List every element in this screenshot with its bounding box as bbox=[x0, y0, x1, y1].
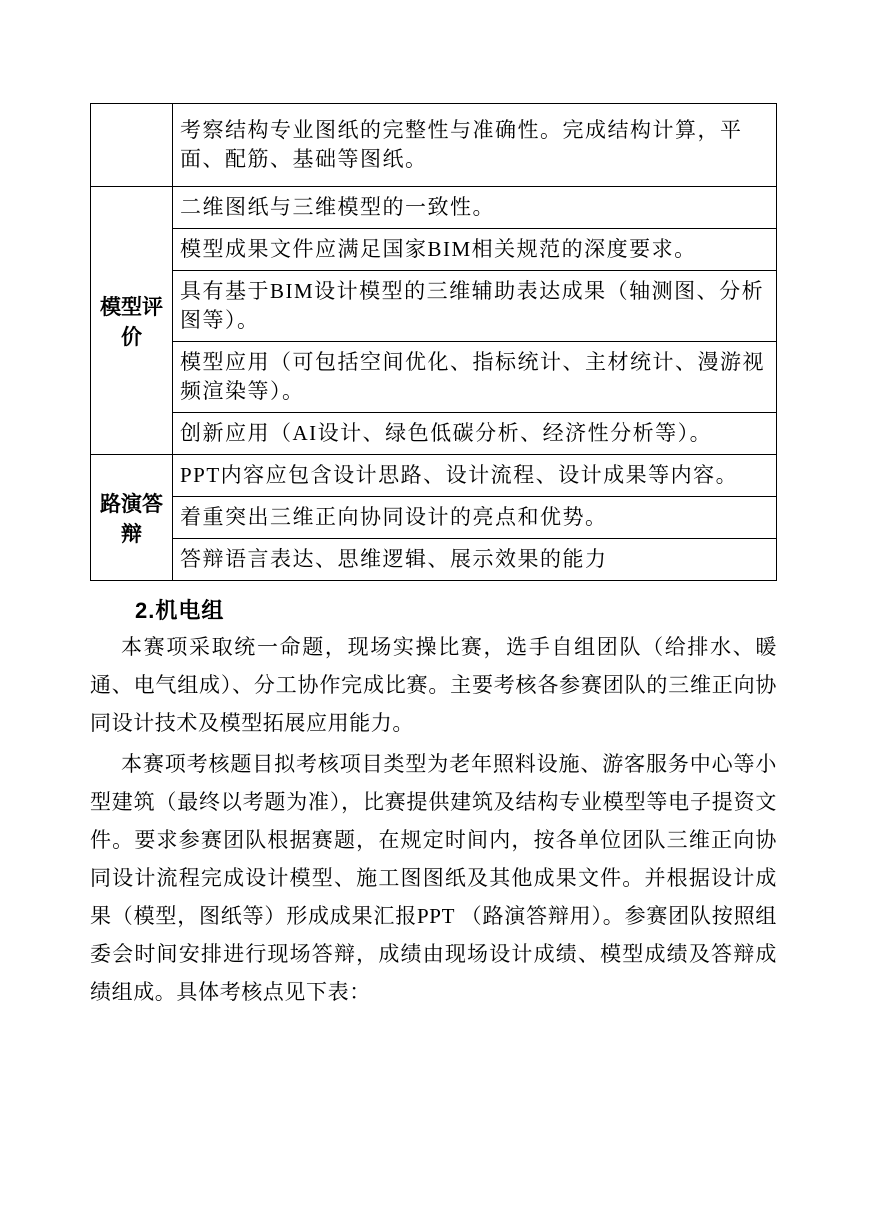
table-row bbox=[91, 497, 777, 539]
criterion-innovative-application: 创新应用（AI设计、绿色低碳分析、经济性分析等）。 bbox=[173, 413, 777, 455]
table-row bbox=[91, 187, 777, 229]
paragraph-competition-format: 本赛项采取统一命题，现场实操比赛，选手自组团队（给排水、暖通、电气组成）、分工协作完成比赛。主要考核各参赛团队的三维正向协同设计技术及模型拓展应用能力。 bbox=[90, 635, 777, 735]
criterion-model-application: 模型应用（可包括空间优化、指标统计、主材统计、漫游视频渲染等）。 bbox=[173, 342, 777, 413]
table-row bbox=[91, 229, 777, 271]
criterion-highlight-collaboration: 着重突出三维正向协同设计的亮点和优势。 bbox=[173, 497, 777, 539]
evaluation-criteria-table bbox=[90, 103, 777, 581]
table-row bbox=[91, 413, 777, 455]
category-cell-roadshow-defense: 路演答辩 bbox=[91, 455, 173, 581]
criterion-ppt-content: PPT内容应包含设计思路、设计流程、设计成果等内容。 bbox=[173, 455, 777, 497]
criterion-defense-expression: 答辩语言表达、思维逻辑、展示效果的能力 bbox=[173, 539, 777, 581]
criterion-bim-standard-depth: 模型成果文件应满足国家BIM相关规范的深度要求。 bbox=[173, 229, 777, 271]
table-row bbox=[91, 539, 777, 581]
page-content bbox=[90, 103, 777, 1011]
table-row bbox=[91, 342, 777, 413]
table-row bbox=[91, 455, 777, 497]
criterion-structure-drawings: 考察结构专业图纸的完整性与准确性。完成结构计算，平面、配筋、基础等图纸。 bbox=[173, 104, 777, 187]
table-row bbox=[91, 271, 777, 342]
paragraph-assessment-topic: 本赛项考核题目拟考核项目类型为老年照料设施、游客服务中心等小型建筑（最终以考题为准），比赛提供建筑及结构专业模型等电子提资文件。要求参赛团队根据赛题，在规定时间内，按各单位团队三维正向协同设计流程完成设计模型、施工图图纸及其他成果文件。并根据设计成果（模型，图纸等）形成成果汇报PPT （路演答辩用）。参赛团队按照组委会时间安排进行现场答辩，成绩由现场设计成绩、模型成绩及答辩成绩组成。具体考核点见下表： bbox=[90, 752, 777, 1004]
section-heading-mechanical-electrical-group: 2.机电组 bbox=[135, 598, 225, 623]
category-cell-empty bbox=[91, 104, 173, 187]
category-cell-model-evaluation: 模型评价 bbox=[91, 187, 173, 455]
table-row bbox=[91, 104, 777, 187]
criterion-2d-3d-consistency: 二维图纸与三维模型的一致性。 bbox=[173, 187, 777, 229]
criterion-3d-auxiliary-results: 具有基于BIM设计模型的三维辅助表达成果（轴测图、分析图等）。 bbox=[173, 271, 777, 342]
